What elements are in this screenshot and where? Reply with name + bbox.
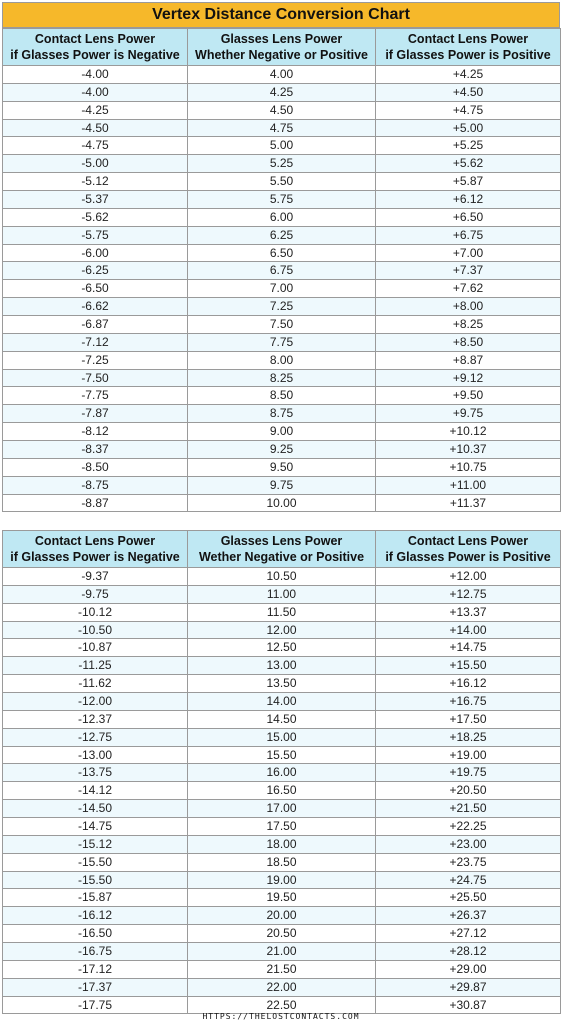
table-row	[3, 603, 561, 621]
contact-negative-cell: -7.12	[3, 333, 188, 351]
table-row	[3, 818, 561, 836]
contact-negative-cell: -14.50	[3, 800, 188, 818]
table-row	[3, 746, 561, 764]
contact-positive-cell: +10.12	[376, 423, 561, 441]
table-row	[3, 782, 561, 800]
table-row	[3, 298, 561, 316]
contact-positive-cell: +16.75	[376, 693, 561, 711]
table-row	[3, 191, 561, 209]
header-line: Contact Lens Power	[34, 32, 156, 46]
header-glasses-power	[188, 29, 376, 66]
glasses-power-cell: 8.00	[188, 351, 376, 369]
glasses-power-cell: 17.00	[188, 800, 376, 818]
contact-negative-cell: -17.12	[3, 960, 188, 978]
header-line: Wether Negative or Positive	[198, 550, 365, 564]
contact-negative-cell: -4.25	[3, 101, 188, 119]
contact-negative-cell: -7.75	[3, 387, 188, 405]
glasses-power-cell: 21.50	[188, 960, 376, 978]
contact-negative-cell: -13.75	[3, 764, 188, 782]
glasses-power-cell: 18.00	[188, 835, 376, 853]
table-row	[3, 621, 561, 639]
contact-positive-cell: +30.87	[376, 996, 561, 1014]
table-row	[3, 458, 561, 476]
table-row	[3, 476, 561, 494]
table-row	[3, 369, 561, 387]
glasses-power-cell: 19.00	[188, 871, 376, 889]
contact-positive-cell: +4.25	[376, 66, 561, 84]
table-row	[3, 853, 561, 871]
header-line: if Glasses Power is Positive	[385, 550, 551, 564]
contact-negative-cell: -9.75	[3, 585, 188, 603]
contact-positive-cell: +13.37	[376, 603, 561, 621]
header-line: Glasses Lens Power	[220, 32, 343, 46]
contact-negative-cell: -7.87	[3, 405, 188, 423]
glasses-power-cell: 15.00	[188, 728, 376, 746]
table-row	[3, 226, 561, 244]
glasses-power-cell: 10.00	[188, 494, 376, 512]
contact-positive-cell: +23.00	[376, 835, 561, 853]
table-row	[3, 316, 561, 334]
table-row	[3, 693, 561, 711]
contact-negative-cell: -6.00	[3, 244, 188, 262]
contact-positive-cell: +11.37	[376, 494, 561, 512]
contact-positive-cell: +18.25	[376, 728, 561, 746]
contact-negative-cell: -16.75	[3, 943, 188, 961]
contact-negative-cell: -8.37	[3, 441, 188, 459]
table-row	[3, 387, 561, 405]
glasses-power-cell: 4.75	[188, 119, 376, 137]
contact-positive-cell: +5.87	[376, 173, 561, 191]
contact-negative-cell: -4.00	[3, 66, 188, 84]
glasses-power-cell: 19.50	[188, 889, 376, 907]
conversion-table-2	[2, 530, 561, 1014]
glasses-power-cell: 7.75	[188, 333, 376, 351]
glasses-power-cell: 5.00	[188, 137, 376, 155]
contact-negative-cell: -10.12	[3, 603, 188, 621]
glasses-power-cell: 6.50	[188, 244, 376, 262]
glasses-power-cell: 5.25	[188, 155, 376, 173]
table-row	[3, 405, 561, 423]
table-row	[3, 585, 561, 603]
contact-positive-cell: +9.12	[376, 369, 561, 387]
header-row	[3, 531, 561, 568]
contact-negative-cell: -12.00	[3, 693, 188, 711]
contact-negative-cell: -4.00	[3, 83, 188, 101]
glasses-power-cell: 17.50	[188, 818, 376, 836]
glasses-power-cell: 15.50	[188, 746, 376, 764]
contact-positive-cell: +29.87	[376, 978, 561, 996]
contact-negative-cell: -8.75	[3, 476, 188, 494]
glasses-power-cell: 12.00	[188, 621, 376, 639]
contact-positive-cell: +22.25	[376, 818, 561, 836]
table-row	[3, 244, 561, 262]
contact-negative-cell: -4.50	[3, 119, 188, 137]
contact-positive-cell: +7.62	[376, 280, 561, 298]
header-contact-negative	[3, 531, 188, 568]
glasses-power-cell: 7.00	[188, 280, 376, 298]
contact-positive-cell: +5.62	[376, 155, 561, 173]
glasses-power-cell: 8.50	[188, 387, 376, 405]
glasses-power-cell: 4.50	[188, 101, 376, 119]
glasses-power-cell: 13.00	[188, 657, 376, 675]
table-row	[3, 101, 561, 119]
table-row	[3, 710, 561, 728]
contact-positive-cell: +15.50	[376, 657, 561, 675]
table-row	[3, 280, 561, 298]
contact-negative-cell: -8.87	[3, 494, 188, 512]
glasses-power-cell: 6.00	[188, 208, 376, 226]
contact-positive-cell: +26.37	[376, 907, 561, 925]
table-row	[3, 423, 561, 441]
contact-negative-cell: -6.87	[3, 316, 188, 334]
contact-positive-cell: +8.50	[376, 333, 561, 351]
table-body	[3, 568, 561, 1014]
contact-negative-cell: -5.37	[3, 191, 188, 209]
table-row	[3, 262, 561, 280]
glasses-power-cell: 5.50	[188, 173, 376, 191]
contact-negative-cell: -8.12	[3, 423, 188, 441]
contact-negative-cell: -11.25	[3, 657, 188, 675]
conversion-table-1	[2, 28, 561, 512]
header-line: Glasses Lens Power	[220, 534, 343, 548]
contact-negative-cell: -6.50	[3, 280, 188, 298]
contact-positive-cell: +8.00	[376, 298, 561, 316]
glasses-power-cell: 4.00	[188, 66, 376, 84]
contact-negative-cell: -6.62	[3, 298, 188, 316]
contact-positive-cell: +19.75	[376, 764, 561, 782]
table-header	[3, 29, 561, 66]
contact-negative-cell: -17.37	[3, 978, 188, 996]
glasses-power-cell: 10.50	[188, 568, 376, 586]
glasses-power-cell: 14.50	[188, 710, 376, 728]
table-row	[3, 728, 561, 746]
contact-negative-cell: -12.37	[3, 710, 188, 728]
glasses-power-cell: 6.75	[188, 262, 376, 280]
glasses-power-cell: 21.00	[188, 943, 376, 961]
contact-negative-cell: -10.50	[3, 621, 188, 639]
contact-negative-cell: -4.75	[3, 137, 188, 155]
contact-positive-cell: +17.50	[376, 710, 561, 728]
table-row	[3, 943, 561, 961]
glasses-power-cell: 9.25	[188, 441, 376, 459]
contact-negative-cell: -11.62	[3, 675, 188, 693]
header-contact-positive	[376, 29, 561, 66]
table-row	[3, 441, 561, 459]
contact-negative-cell: -14.12	[3, 782, 188, 800]
glasses-power-cell: 7.25	[188, 298, 376, 316]
contact-positive-cell: +19.00	[376, 746, 561, 764]
glasses-power-cell: 22.50	[188, 996, 376, 1014]
table-row	[3, 119, 561, 137]
table-row	[3, 925, 561, 943]
contact-positive-cell: +27.12	[376, 925, 561, 943]
header-contact-negative	[3, 29, 188, 66]
glasses-power-cell: 7.50	[188, 316, 376, 334]
table-row	[3, 657, 561, 675]
table-row	[3, 494, 561, 512]
header-line: if Glasses Power is Positive	[385, 48, 551, 62]
contact-positive-cell: +8.87	[376, 351, 561, 369]
contact-positive-cell: +10.37	[376, 441, 561, 459]
contact-positive-cell: +6.75	[376, 226, 561, 244]
glasses-power-cell: 9.50	[188, 458, 376, 476]
contact-positive-cell: +25.50	[376, 889, 561, 907]
glasses-power-cell: 9.00	[188, 423, 376, 441]
table-row	[3, 568, 561, 586]
header-line: Contact Lens Power	[407, 32, 529, 46]
header-line: if Glasses Power is Negative	[10, 48, 180, 62]
contact-negative-cell: -5.62	[3, 208, 188, 226]
table-body	[3, 66, 561, 512]
contact-negative-cell: -5.00	[3, 155, 188, 173]
contact-positive-cell: +6.50	[376, 208, 561, 226]
contact-positive-cell: +12.00	[376, 568, 561, 586]
contact-positive-cell: +20.50	[376, 782, 561, 800]
glasses-power-cell: 14.00	[188, 693, 376, 711]
contact-positive-cell: +5.00	[376, 119, 561, 137]
contact-positive-cell: +11.00	[376, 476, 561, 494]
table-row	[3, 889, 561, 907]
table-row	[3, 83, 561, 101]
contact-negative-cell: -14.75	[3, 818, 188, 836]
glasses-power-cell: 20.50	[188, 925, 376, 943]
glasses-power-cell: 9.75	[188, 476, 376, 494]
contact-positive-cell: +9.75	[376, 405, 561, 423]
contact-negative-cell: -16.50	[3, 925, 188, 943]
contact-positive-cell: +5.25	[376, 137, 561, 155]
header-line: if Glasses Power is Negative	[10, 550, 180, 564]
contact-positive-cell: +6.12	[376, 191, 561, 209]
glasses-power-cell: 4.25	[188, 83, 376, 101]
header-line: Contact Lens Power	[407, 534, 529, 548]
table-row	[3, 675, 561, 693]
table-row	[3, 978, 561, 996]
glasses-power-cell: 13.50	[188, 675, 376, 693]
glasses-power-cell: 16.00	[188, 764, 376, 782]
contact-positive-cell: +16.12	[376, 675, 561, 693]
contact-negative-cell: -7.25	[3, 351, 188, 369]
contact-negative-cell: -15.50	[3, 853, 188, 871]
glasses-power-cell: 16.50	[188, 782, 376, 800]
table-row	[3, 155, 561, 173]
source-url: HTTPS://THELOSTCONTACTS.COM	[202, 1012, 360, 1021]
table-row	[3, 960, 561, 978]
contact-negative-cell: -17.75	[3, 996, 188, 1014]
contact-negative-cell: -16.12	[3, 907, 188, 925]
glasses-power-cell: 20.00	[188, 907, 376, 925]
table-header	[3, 531, 561, 568]
chart-title: Vertex Distance Conversion Chart	[2, 2, 560, 28]
contact-negative-cell: -5.75	[3, 226, 188, 244]
contact-negative-cell: -9.37	[3, 568, 188, 586]
contact-negative-cell: -5.12	[3, 173, 188, 191]
contact-positive-cell: +14.00	[376, 621, 561, 639]
glasses-power-cell: 12.50	[188, 639, 376, 657]
glasses-power-cell: 6.25	[188, 226, 376, 244]
contact-positive-cell: +7.37	[376, 262, 561, 280]
table-row	[3, 639, 561, 657]
contact-positive-cell: +10.75	[376, 458, 561, 476]
header-contact-positive	[376, 531, 561, 568]
table-row	[3, 871, 561, 889]
contact-positive-cell: +14.75	[376, 639, 561, 657]
table-row	[3, 800, 561, 818]
table-row	[3, 907, 561, 925]
table-row	[3, 835, 561, 853]
contact-positive-cell: +12.75	[376, 585, 561, 603]
table-row	[3, 764, 561, 782]
glasses-power-cell: 11.00	[188, 585, 376, 603]
contact-negative-cell: -15.87	[3, 889, 188, 907]
contact-positive-cell: +7.00	[376, 244, 561, 262]
contact-positive-cell: +4.75	[376, 101, 561, 119]
contact-positive-cell: +29.00	[376, 960, 561, 978]
glasses-power-cell: 22.00	[188, 978, 376, 996]
header-line: Contact Lens Power	[34, 534, 156, 548]
contact-negative-cell: -7.50	[3, 369, 188, 387]
contact-negative-cell: -10.87	[3, 639, 188, 657]
header-row	[3, 29, 561, 66]
table-row	[3, 208, 561, 226]
contact-positive-cell: +9.50	[376, 387, 561, 405]
contact-negative-cell: -15.50	[3, 871, 188, 889]
table-row	[3, 137, 561, 155]
glasses-power-cell: 5.75	[188, 191, 376, 209]
contact-positive-cell: +23.75	[376, 853, 561, 871]
table-row	[3, 351, 561, 369]
header-glasses-power	[188, 531, 376, 568]
glasses-power-cell: 8.75	[188, 405, 376, 423]
contact-negative-cell: -12.75	[3, 728, 188, 746]
glasses-power-cell: 18.50	[188, 853, 376, 871]
table-row	[3, 333, 561, 351]
contact-negative-cell: -8.50	[3, 458, 188, 476]
glasses-power-cell: 8.25	[188, 369, 376, 387]
contact-positive-cell: +24.75	[376, 871, 561, 889]
contact-positive-cell: +28.12	[376, 943, 561, 961]
contact-positive-cell: +21.50	[376, 800, 561, 818]
table-row	[3, 173, 561, 191]
contact-negative-cell: -13.00	[3, 746, 188, 764]
contact-positive-cell: +8.25	[376, 316, 561, 334]
contact-negative-cell: -6.25	[3, 262, 188, 280]
header-line: Whether Negative or Positive	[195, 48, 368, 62]
contact-positive-cell: +4.50	[376, 83, 561, 101]
table-row	[3, 66, 561, 84]
glasses-power-cell: 11.50	[188, 603, 376, 621]
contact-negative-cell: -15.12	[3, 835, 188, 853]
